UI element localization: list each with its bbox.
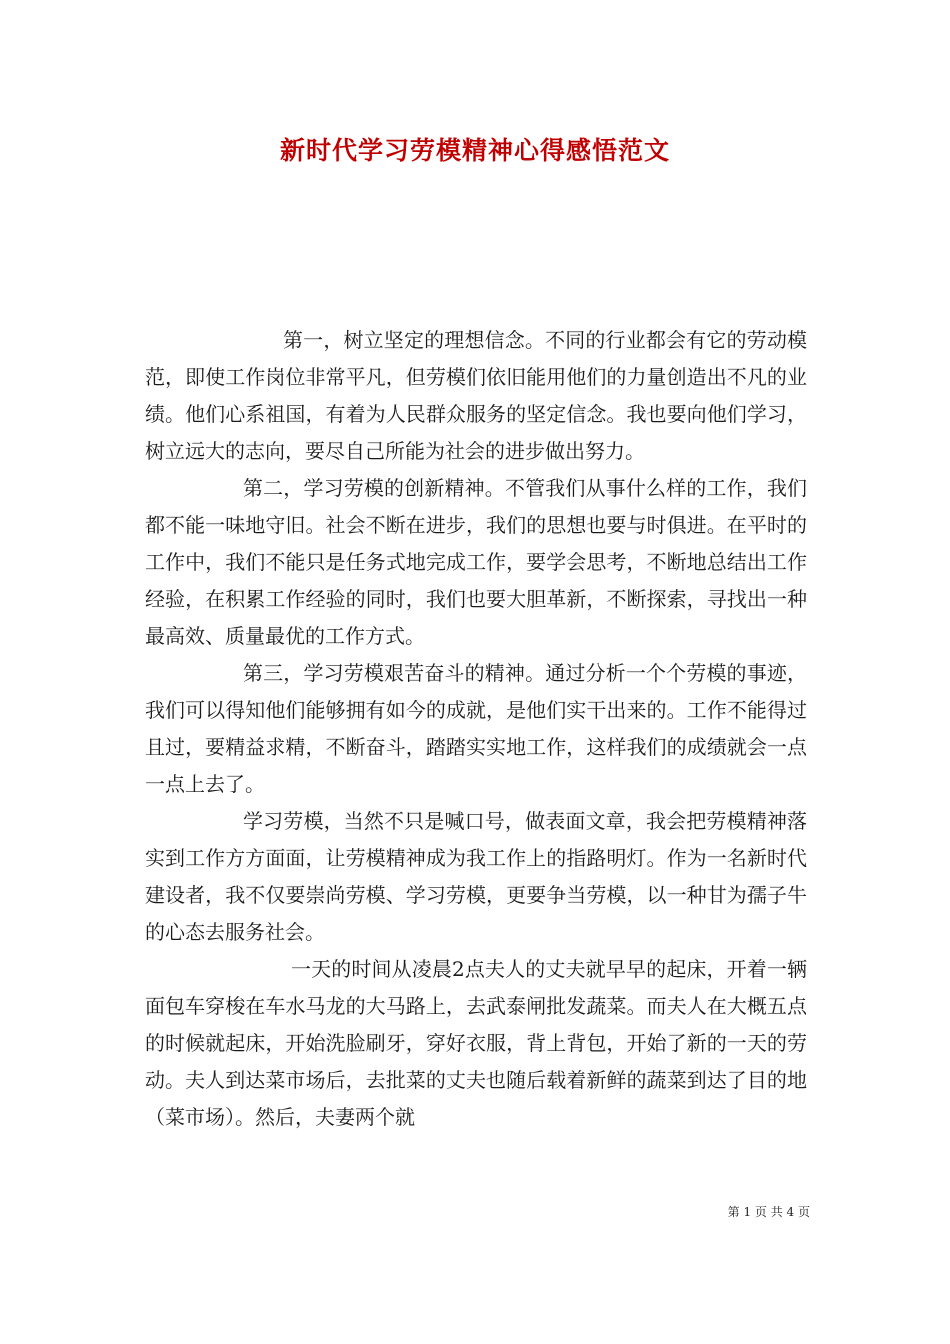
paragraph-2: 第二，学习劳模的创新精神。不管我们从事什么样的工作，我们都不能一味地守旧。社会不断在进步，我们的思想也要与时俱进。在平时的工作中，我们不能只是任务式地完成工作，要学会思考，不断地总结出工作经验，在积累工作经验的同时，我们也要大胆革新，不断探索，寻找出一种最高效、质量最优的工作方式。 [145,476,807,648]
document-body [145,322,807,1136]
page-number-footer: 第 1 页 共 4 页 [727,1205,810,1219]
paragraph-1: 第一，树立坚定的理想信念。不同的行业都会有它的劳动模范，即使工作岗位非常平凡，但劳模们依旧能用他们的力量创造出不凡的业绩。他们心系祖国，有着为人民群众服务的坚定信念。我也要向他们学习，树立远大的志向，要尽自己所能为社会的进步做出努力。 [145,328,807,463]
paragraph-4: 学习劳模，当然不只是喊口号，做表面文章，我会把劳模精神落实到工作方方面面，让劳模精神成为我工作上的指路明灯。作为一名新时代建设者，我不仅要崇尚劳模、学习劳模，更要争当劳模，以一种甘为孺子牛的心态去服务社会。 [145,809,807,944]
document-title: 新时代学习劳模精神心得感悟范文 [279,136,670,165]
paragraph-3: 第三，学习劳模艰苦奋斗的精神。通过分析一个个劳模的事迹，我们可以得知他们能够拥有如今的成就，是他们实干出来的。工作不能得过且过，要精益求精，不断奋斗，踏踏实实地工作，这样我们的成绩就会一点一点上去了。 [145,661,807,796]
paragraph-5: 一天的时间从凌晨2点夫人的丈夫就早早的起床，开着一辆面包车穿梭在车水马龙的大马路上，去武泰闸批发蔬菜。而夫人在大概五点的时候就起床，开始洗脸刷牙，穿好衣服，背上背包，开始了新的一天的劳动。夫人到达菜市场后，去批菜的丈夫也随后载着新鲜的蔬菜到达了目的地（菜市场）。然后，夫妻两个就 [145,957,807,1129]
